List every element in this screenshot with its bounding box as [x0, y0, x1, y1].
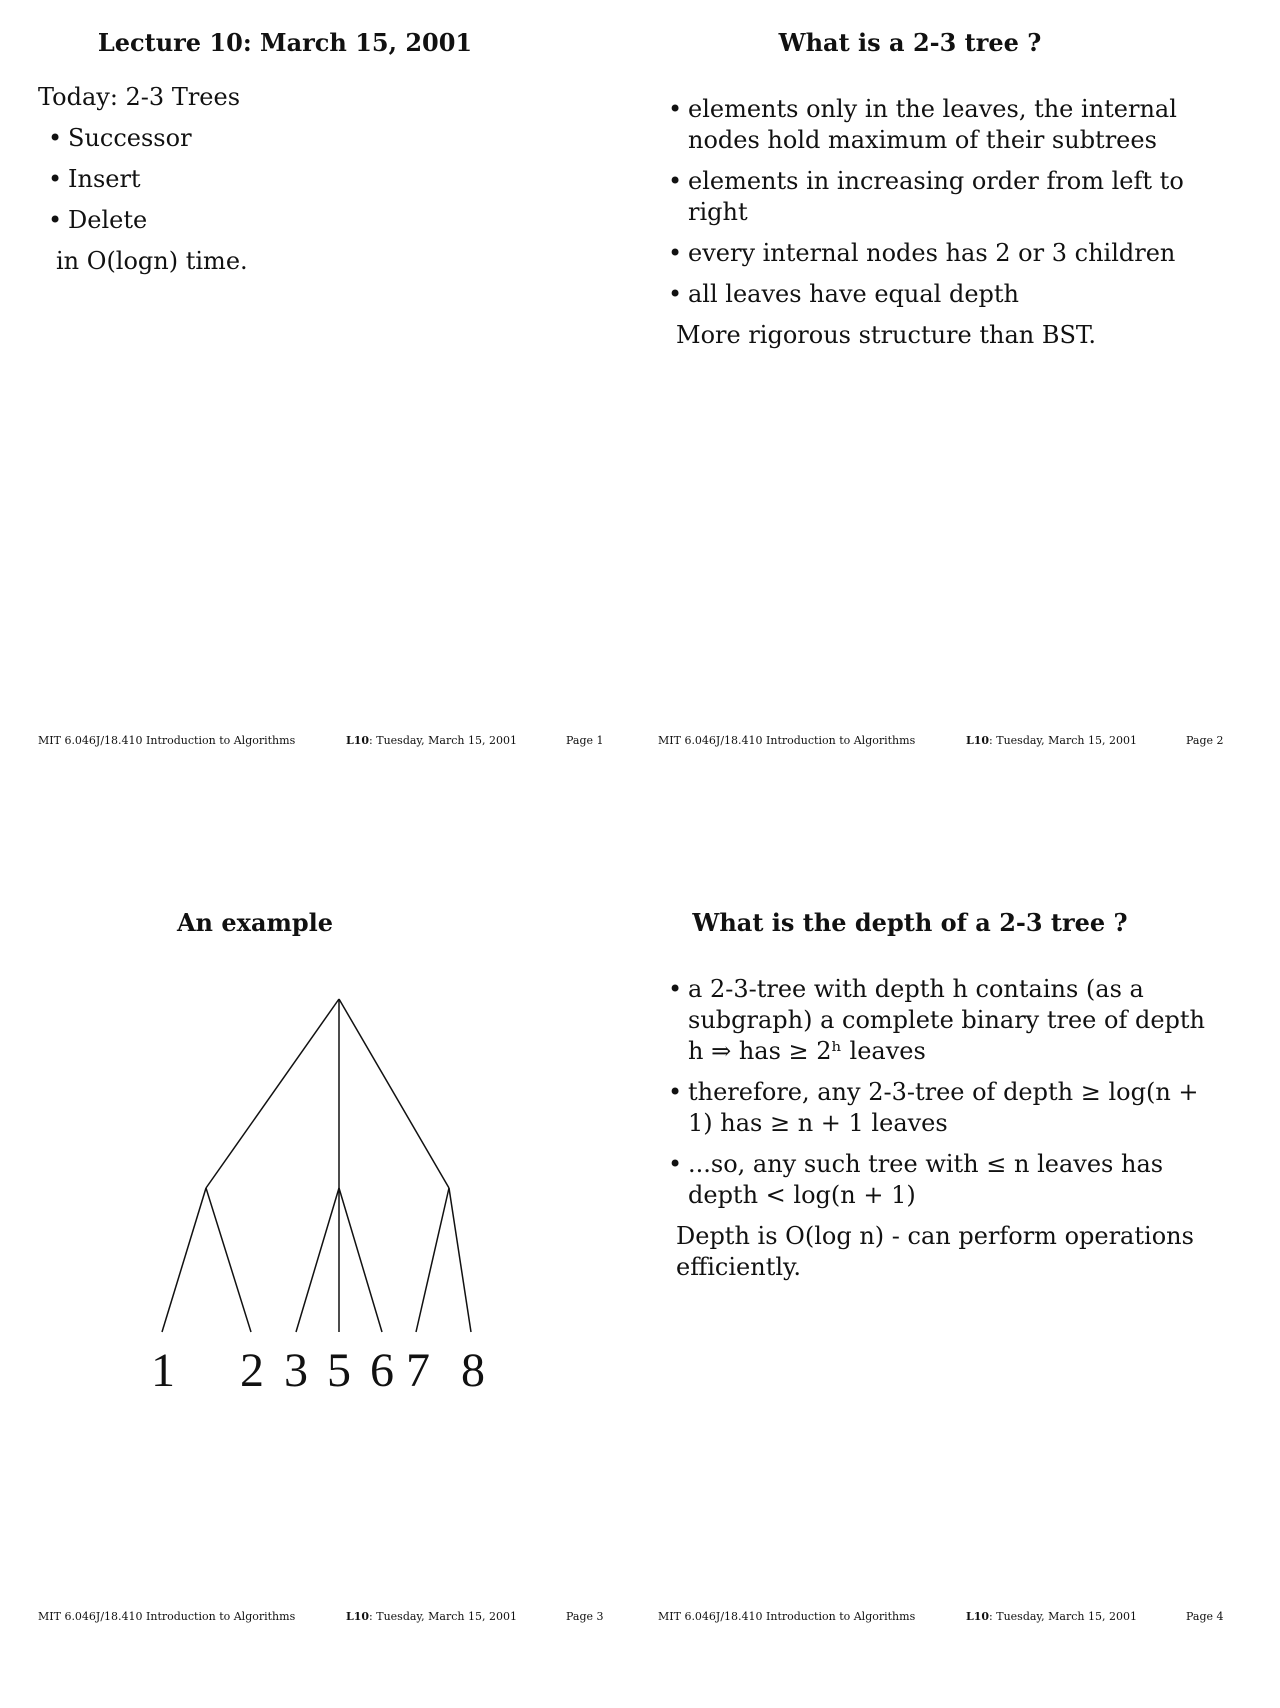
leaf-label: 3 — [284, 1344, 308, 1397]
leaf-label: 6 — [370, 1344, 394, 1397]
footer-date — [346, 1610, 517, 1623]
slide-title: What is a 2-3 tree ? — [778, 28, 1042, 57]
tree-edge — [206, 1188, 251, 1332]
footer-date-text: : Tuesday, March 15, 2001 — [369, 1610, 517, 1623]
footer-course: MIT 6.046J/18.410 Introduction to Algorithms — [38, 734, 296, 747]
list-item: • all leaves have equal depth — [658, 279, 1213, 310]
closing-text: More rigorous structure than BST. — [676, 321, 1097, 349]
slide-title: What is the depth of a 2-3 tree ? — [692, 908, 1128, 937]
tree-edge — [339, 1188, 382, 1332]
footer-page: Page 2 — [1186, 734, 1224, 747]
tree-edge — [162, 1188, 206, 1332]
footer-date-text: : Tuesday, March 15, 2001 — [369, 734, 517, 747]
leaf-label: 5 — [327, 1344, 351, 1397]
leaf-label: 1 — [151, 1344, 175, 1397]
footer-page: Page 1 — [566, 734, 604, 747]
list-item: • ...so, any such tree with ≤ n leaves has depth < log(n + 1) — [658, 1149, 1213, 1211]
tree-diagram — [0, 940, 620, 1500]
list-item: • a 2-3-tree with depth h contains (as a subgraph) a complete binary tree of depth h ⇒ has ≥ 2ʰ leaves — [658, 974, 1213, 1067]
footer-date — [346, 734, 517, 747]
slide-body — [658, 94, 1213, 351]
footer-page: Page 4 — [1186, 1610, 1224, 1623]
footer-date-text: : Tuesday, March 15, 2001 — [989, 1610, 1137, 1623]
tree-edge — [296, 1188, 339, 1332]
footer-page: Page 3 — [566, 1610, 604, 1623]
footer-lecture: L10 — [966, 734, 990, 747]
tree-edge — [449, 1188, 471, 1332]
slide-body — [658, 974, 1213, 1283]
footer-date — [966, 734, 1137, 747]
tree-edge — [206, 999, 339, 1188]
slide-1 — [0, 0, 620, 828]
list-item: • therefore, any 2-3-tree of depth ≥ log(n + 1) has ≥ n + 1 leaves — [658, 1077, 1213, 1139]
footer-date — [966, 1610, 1137, 1623]
list-item: • Successor — [38, 123, 588, 154]
footer-lecture: L10 — [966, 1610, 990, 1623]
slide-3 — [0, 880, 620, 1708]
list-item: • elements in increasing order from left to right — [658, 166, 1213, 228]
footer-course: MIT 6.046J/18.410 Introduction to Algorithms — [38, 1610, 296, 1623]
footer-date-text: : Tuesday, March 15, 2001 — [989, 734, 1137, 747]
slide-4 — [620, 880, 1240, 1708]
footer-lecture: L10 — [346, 734, 370, 747]
list-item: • Delete — [38, 205, 588, 236]
footer-course: MIT 6.046J/18.410 Introduction to Algorithms — [658, 1610, 916, 1623]
intro-text: Today: 2-3 Trees — [38, 83, 241, 111]
leaf-label: 2 — [240, 1344, 264, 1397]
tree-edge — [416, 1188, 449, 1332]
list-item: • Insert — [38, 164, 588, 195]
slide-2 — [620, 0, 1240, 828]
list-item: • every internal nodes has 2 or 3 children — [658, 238, 1213, 269]
slide-body — [38, 82, 588, 277]
footer-lecture: L10 — [346, 1610, 370, 1623]
slide-title: Lecture 10: March 15, 2001 — [97, 28, 473, 57]
list-item: • elements only in the leaves, the internal nodes hold maximum of their subtrees — [658, 94, 1213, 156]
closing-text: Depth is O(log n) - can perform operations efficiently. — [676, 1222, 1194, 1281]
leaf-label: 8 — [461, 1344, 485, 1397]
slide-title: An example — [176, 908, 334, 937]
closing-text: in O(logn) time. — [56, 247, 248, 275]
leaf-label: 7 — [406, 1344, 430, 1397]
footer-course: MIT 6.046J/18.410 Introduction to Algorithms — [658, 734, 916, 747]
tree-edge — [339, 999, 449, 1188]
